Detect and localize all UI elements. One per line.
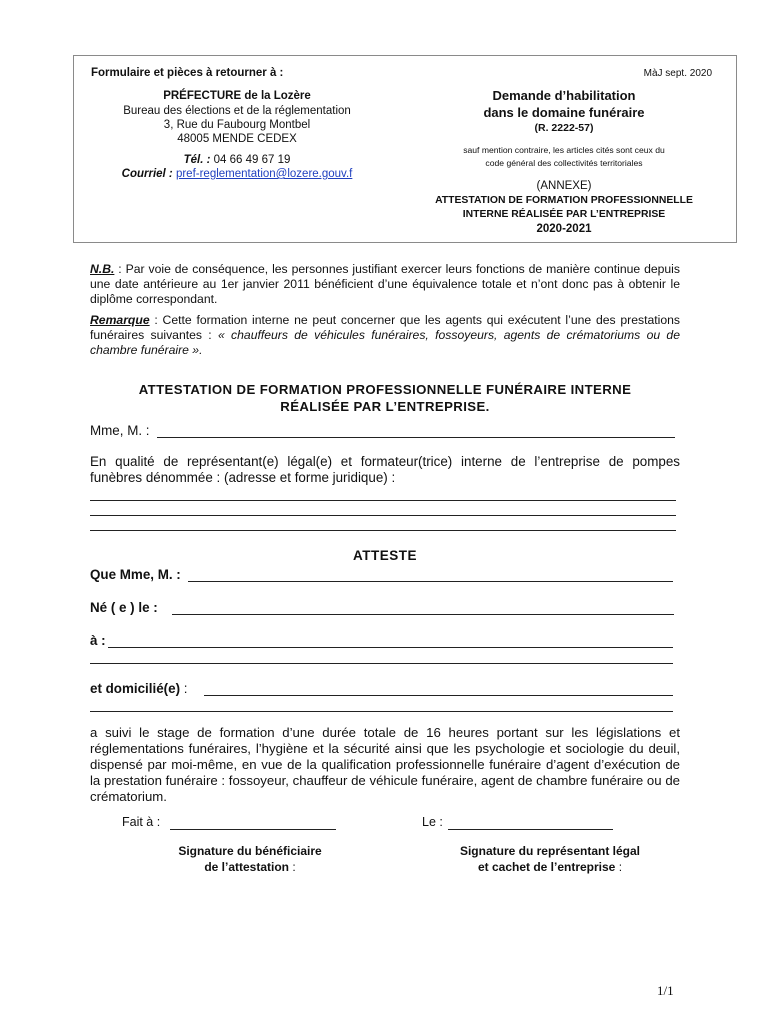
domicilie-field-line2[interactable] xyxy=(90,711,673,712)
tel-label: Tél. : xyxy=(183,154,214,166)
return-title: Formulaire et pièces à retourner à : xyxy=(91,67,284,79)
domicilie-row xyxy=(90,681,188,696)
le-label: Le : xyxy=(422,815,443,829)
remark-text: : Cette formation interne ne peut concerner que les agents qui exécutent l’une des prestations funéraires suivantes : xyxy=(90,313,680,342)
update-date: MàJ sept. 2020 xyxy=(643,68,712,79)
a-field-line2[interactable] xyxy=(90,663,673,664)
mail-label: Courriel : xyxy=(121,168,176,180)
que-field[interactable] xyxy=(188,581,673,582)
bureau: Bureau des élections et de la réglementation xyxy=(123,105,351,117)
remark-label: Remarque xyxy=(90,313,150,327)
training-text: a suivi le stage de formation d’une durée totale de 16 heures portant sur les législations et réglementations funéraires, l’hygiène et la sécurité ainsi que les psychologie et sociologie du deuil, dispensé par moi-même, en vue de la qualification professionnelle funéraire d’agent d’exécution de la prestation funéraire : fossoyeur, chauffeur de véhicule funéraire, agent de chambre funéraire ou de crématorium. xyxy=(90,725,680,804)
domicilie-colon: : xyxy=(180,681,188,696)
tel-value: 04 66 49 67 19 xyxy=(213,154,291,166)
signature-beneficiary xyxy=(140,843,360,875)
sig-right-colon: : xyxy=(615,860,623,874)
ne-label: Né ( e ) le : xyxy=(90,600,158,615)
sig-left-line1: Signature du bénéficiaire xyxy=(178,844,322,858)
remark-paragraph xyxy=(90,313,680,358)
ne-field[interactable] xyxy=(172,614,674,615)
prefecture-suffix: de la Lozère xyxy=(241,90,311,102)
a-label: à : xyxy=(90,633,106,648)
header-box xyxy=(73,55,737,243)
domicilie-field-line1[interactable] xyxy=(204,695,673,696)
fait-field[interactable] xyxy=(170,829,336,830)
years: 2020-2021 xyxy=(536,223,592,235)
company-field-line3[interactable] xyxy=(90,530,676,531)
signature-representative xyxy=(430,843,670,875)
sig-right-line2-row xyxy=(430,859,670,875)
page-number: 1/1 xyxy=(657,983,674,998)
nb-paragraph xyxy=(90,262,680,307)
mail-link[interactable]: pref-reglementation@lozere.gouv.f xyxy=(175,168,353,180)
remark-italic: « chauffeurs de véhicules funéraires, fossoyeurs, agents de crématoriums ou de chambre funéraire ». xyxy=(90,328,680,357)
note-line2: code général des collectivités territoriales xyxy=(485,158,643,168)
demand-title-block xyxy=(399,87,729,237)
telephone xyxy=(92,153,382,167)
nb-label: N.B. xyxy=(90,262,115,276)
demand-title-line2: dans le domaine funéraire xyxy=(483,105,645,120)
sig-right-line2: et cachet de l’entreprise xyxy=(477,860,616,874)
note-line1: sauf mention contraire, les articles cités sont ceux du xyxy=(463,145,665,155)
annex-title-line2: INTERNE RÉALISÉE PAR L’ENTREPRISE xyxy=(462,209,666,220)
demand-title-line1: Demande d’habilitation xyxy=(492,88,636,103)
le-field[interactable] xyxy=(448,829,613,830)
que-label: Que Mme, M. : xyxy=(90,567,181,582)
sig-left-line2: de l’attestation xyxy=(204,860,289,874)
article-ref: (R. 2222-57) xyxy=(534,122,594,134)
address-line2: 48005 MENDE CEDEX xyxy=(177,133,297,145)
prefecture-address xyxy=(92,89,382,181)
atteste-heading: ATTESTE xyxy=(353,548,417,563)
mme-label: Mme, M. : xyxy=(90,423,150,438)
form-title-line1: ATTESTATION DE FORMATION PROFESSIONNELLE FUNÉRAIRE INTERNE xyxy=(138,382,632,397)
fait-label: Fait à : xyxy=(122,815,161,829)
sig-left-colon: : xyxy=(289,860,296,874)
address-line1: 3, Rue du Faubourg Montbel xyxy=(163,119,311,131)
mme-field[interactable] xyxy=(157,437,675,438)
a-field-line1[interactable] xyxy=(108,647,673,648)
company-field-line2[interactable] xyxy=(90,515,676,516)
annex-title-line1: ATTESTATION DE FORMATION PROFESSIONNELLE xyxy=(435,195,693,206)
sig-right-line1: Signature du représentant légal xyxy=(459,844,641,858)
email xyxy=(92,167,382,181)
prefecture-name xyxy=(92,89,382,104)
company-field-line1[interactable] xyxy=(90,500,676,501)
domicilie-label: et domicilié(e) xyxy=(90,681,181,696)
prefecture-prefix: PRÉFECTURE xyxy=(163,90,242,102)
representative-text: En qualité de représentant(e) légal(e) et formateur(trice) interne de l’entreprise de pompes funèbres dénommée : (adresse et forme juridique) : xyxy=(90,454,680,485)
form-title-line2: RÉALISÉE PAR L’ENTREPRISE. xyxy=(280,399,490,414)
sig-left-line2-row xyxy=(140,859,360,875)
nb-text: : Par voie de conséquence, les personnes justifiant exercer leurs fonctions de manière continue depuis une date antérieure au 1er janvier 2011 bénéficient d’une équivalence totale et n’ont donc pas à obtenir le diplôme correspondant. xyxy=(90,262,680,306)
annex: (ANNEXE) xyxy=(536,180,592,192)
